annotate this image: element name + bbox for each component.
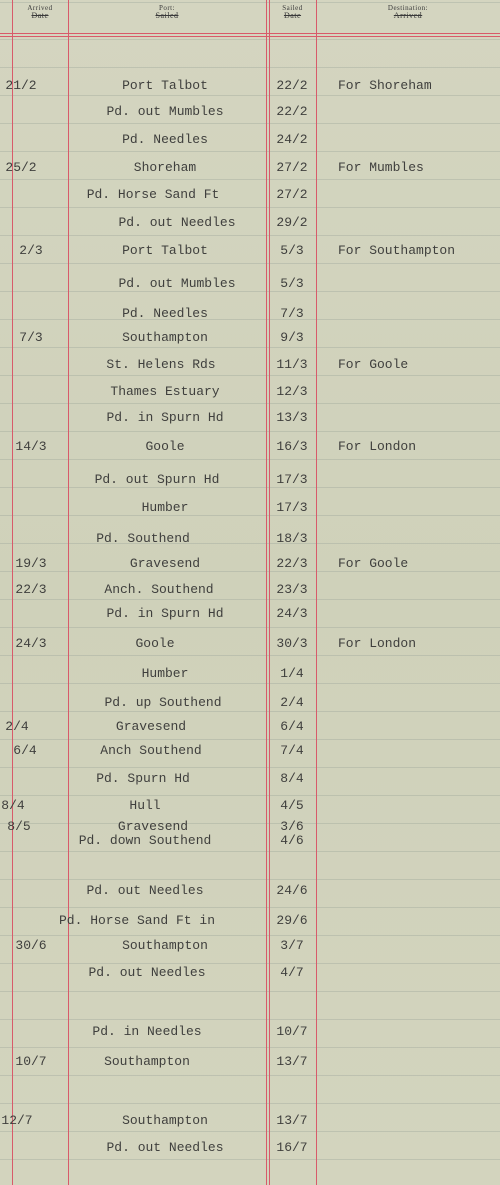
sailed-date-cell: 17/3 (276, 472, 308, 487)
destination-header (318, 4, 498, 20)
port-name-cell: Thames Estuary (110, 384, 220, 399)
arrived-date-cell: 7/3 (19, 330, 43, 345)
port-name-cell: Humber (141, 500, 189, 515)
port-name-cell: Pd. out Mumbles (106, 104, 224, 119)
port-name-cell: Pd. in Spurn Hd (106, 410, 224, 425)
port-name-cell: Southampton (104, 1054, 190, 1069)
sailed-date-cell: 5/3 (280, 276, 304, 291)
arrived-date-cell: 21/2 (5, 78, 37, 93)
sailed-date-cell: 2/4 (280, 695, 304, 710)
arrived-date-cell: 24/3 (15, 636, 47, 651)
arrived-date-cell: 25/2 (5, 160, 37, 175)
sailed-date-cell: 7/4 (280, 743, 304, 758)
arrived-date-cell: 22/3 (15, 582, 47, 597)
sailed-date-cell: 4/6 (280, 833, 304, 848)
port-name-cell: Goole (135, 636, 175, 651)
port-name-cell: Southampton (122, 330, 208, 345)
sailed-date-cell: 3/7 (280, 938, 304, 953)
port-name-cell: Pd. Southend (96, 531, 190, 546)
port-name-cell: Pd. Horse Sand Ft in (58, 913, 216, 928)
sailed-date-cell: 22/2 (276, 104, 308, 119)
port-name-cell: Goole (145, 439, 185, 454)
header-rule (0, 33, 500, 34)
destination-cell: For Mumbles (338, 160, 424, 175)
header-text: Sailed (155, 11, 179, 20)
header-text: Destination: (387, 4, 429, 12)
sailed-date-cell: 23/3 (276, 582, 308, 597)
port-name-cell: Gravesend (129, 556, 201, 571)
sailed-date-cell: 22/2 (276, 78, 308, 93)
sailed-date-cell: 27/2 (276, 187, 308, 202)
column-rule (266, 0, 267, 1185)
port-name-cell: Pd. in Needles (92, 1024, 202, 1039)
port-name-cell: Pd. Spurn Hd (96, 771, 190, 786)
sailed-date-cell: 24/6 (276, 883, 308, 898)
arrived-date-cell: 14/3 (15, 439, 47, 454)
arrived-date-cell: 30/6 (15, 938, 47, 953)
port-name-cell: Southampton (122, 938, 208, 953)
sailed-date-cell: 9/3 (280, 330, 304, 345)
header-text: Sailed (282, 4, 303, 12)
header-text: Arrived (27, 4, 53, 12)
destination-cell: For London (338, 636, 417, 651)
sailed-date-cell: 1/4 (280, 666, 304, 681)
header-text: Port: (158, 4, 176, 12)
port-name-cell: Pd. out Needles (118, 215, 236, 230)
port-name-cell: Southampton (122, 1113, 208, 1128)
port-name-cell: Pd. down Southend (78, 833, 212, 848)
sailed-date-cell: 29/2 (276, 215, 308, 230)
port-name-cell: Port Talbot (122, 243, 208, 258)
sailed-date-cell: 10/7 (276, 1024, 308, 1039)
port-name-cell: Pd. out Needles (106, 1140, 224, 1155)
sailed-date-cell: 3/6 (280, 819, 304, 834)
arrived-date-cell: 2/4 (5, 719, 29, 734)
arrived-date-cell: 6/4 (13, 743, 37, 758)
port-name-cell: Pd. out Needles (86, 883, 204, 898)
header-text: Arrived (393, 11, 423, 20)
port-name-cell: Pd. Needles (122, 306, 208, 321)
sailed-date-cell: 12/3 (276, 384, 308, 399)
sailed-date-cell: 29/6 (276, 913, 308, 928)
sailed-date-cell: 7/3 (280, 306, 304, 321)
port-name-cell: Pd. Horse Sand Ft (86, 187, 220, 202)
sailed-date-cell: 4/5 (280, 798, 304, 813)
port-name-cell: St. Helens Rds (106, 357, 216, 372)
port-name-cell: Pd. Needles (122, 132, 208, 147)
sailed-date-header (270, 4, 315, 20)
port-header (70, 4, 264, 20)
sailed-date-cell: 13/7 (276, 1054, 308, 1069)
sailed-date-cell: 11/3 (276, 357, 308, 372)
arrived-date-cell: 8/5 (7, 819, 31, 834)
destination-cell: For Goole (338, 556, 409, 571)
destination-cell: For London (338, 439, 417, 454)
port-name-cell: Anch Southend (100, 743, 202, 758)
arrived-date-cell: 12/7 (1, 1113, 33, 1128)
sailed-date-cell: 4/7 (280, 965, 304, 980)
port-name-cell: Gravesend (117, 819, 189, 834)
port-name-cell: Pd. up Southend (104, 695, 222, 710)
sailed-date-cell: 16/3 (276, 439, 308, 454)
sailed-date-cell: 18/3 (276, 531, 308, 546)
port-name-cell: Port Talbot (122, 78, 208, 93)
sailed-date-cell: 24/3 (276, 606, 308, 621)
arrived-date-cell: 8/4 (1, 798, 25, 813)
header-rule (0, 36, 500, 37)
port-name-cell: Gravesend (115, 719, 187, 734)
arrived-date-cell: 2/3 (19, 243, 43, 258)
port-name-cell: Shoreham (133, 160, 197, 175)
sailed-date-cell: 16/7 (276, 1140, 308, 1155)
header-text: Date (283, 11, 302, 20)
port-name-cell: Pd. out Spurn Hd (94, 472, 220, 487)
destination-cell: For Southampton (338, 243, 456, 258)
header-text: Date (31, 11, 49, 20)
sailed-date-cell: 8/4 (280, 771, 304, 786)
destination-cell: For Shoreham (338, 78, 432, 93)
sailed-date-cell: 5/3 (280, 243, 304, 258)
column-rule (316, 0, 317, 1185)
sailed-date-cell: 24/2 (276, 132, 308, 147)
arrived-date-cell: 10/7 (15, 1054, 47, 1069)
port-name-cell: Humber (141, 666, 189, 681)
port-name-cell: Pd. out Needles (88, 965, 206, 980)
destination-cell: For Goole (338, 357, 409, 372)
port-name-cell: Pd. out Mumbles (118, 276, 236, 291)
arrived-date-cell: 19/3 (15, 556, 47, 571)
sailed-date-cell: 6/4 (280, 719, 304, 734)
port-name-cell: Anch. Southend (104, 582, 214, 597)
port-name-cell: Hull (129, 798, 161, 813)
sailed-date-cell: 30/3 (276, 636, 308, 651)
port-name-cell: Pd. in Spurn Hd (106, 606, 224, 621)
sailed-date-cell: 27/2 (276, 160, 308, 175)
sailed-date-cell: 17/3 (276, 500, 308, 515)
sailed-date-cell: 13/7 (276, 1113, 308, 1128)
sailed-date-cell: 13/3 (276, 410, 308, 425)
arrived-date-header (14, 4, 66, 20)
sailed-date-cell: 22/3 (276, 556, 308, 571)
